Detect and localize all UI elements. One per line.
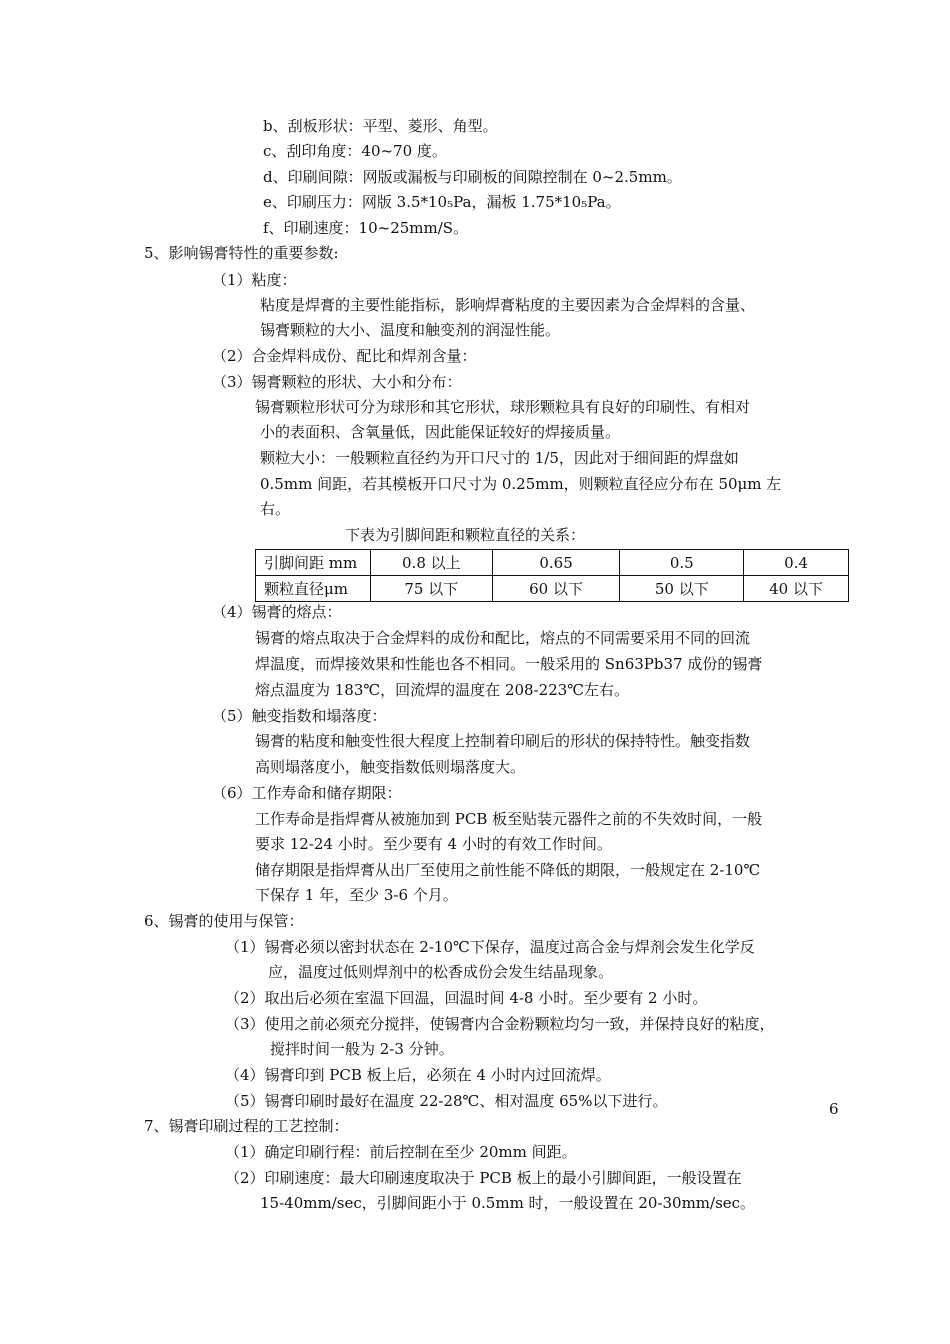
text-line: 搅拌时间一般为 2-3 分钟。 xyxy=(270,1040,454,1058)
table-cell: 引脚间距 mm xyxy=(256,550,371,576)
text-line: 锡膏颗粒的大小、温度和触变剂的润湿性能。 xyxy=(260,321,561,339)
text-line: （4）锡膏印到 PCB 板上后，必须在 4 小时内过回流焊。 xyxy=(225,1066,611,1084)
text-line: （3）锡膏颗粒的形状、大小和分布： xyxy=(212,373,462,391)
text-line: 要求 12-24 小时。至少要有 4 小时的有效工作时间。 xyxy=(255,835,612,853)
text-line: 焊温度，而焊接效果和性能也各不相同。一般采用的 Sn63Pb37 成份的锡膏 xyxy=(255,655,763,673)
text-line: （2）合金焊料成份、配比和焊剂含量： xyxy=(212,347,477,365)
text-line: （1）确定印刷行程：前后控制在至少 20mm 间距。 xyxy=(225,1143,577,1161)
text-line: （6）工作寿命和储存期限： xyxy=(212,784,402,802)
text-line: b、刮板形状：平型、菱形、角型。 xyxy=(263,117,498,135)
text-line: 7、锡膏印刷过程的工艺控制： xyxy=(144,1117,349,1135)
text-line: 高则塌落度小，触变指数低则塌落度大。 xyxy=(255,758,526,776)
text-line: d、印刷间隙：网版或漏板与印刷板的间隙控制在 0~2.5mm。 xyxy=(263,168,682,186)
text-line: （5）锡膏印刷时最好在温度 22-28℃、相对温度 65%以下进行。 xyxy=(225,1092,668,1110)
text-line: （2）取出后必须在室温下回温，回温时间 4-8 小时。至少要有 2 小时。 xyxy=(225,989,708,1007)
text-line: （5）触变指数和塌落度： xyxy=(212,707,387,725)
table-cell: 60 以下 xyxy=(492,576,620,602)
text-line: 工作寿命是指焊膏从被施加到 PCB 板至贴装元器件之前的不失效时间，一般 xyxy=(255,810,763,828)
text-line: 锡膏颗粒形状可分为球形和其它形状，球形颗粒具有良好的印刷性、有相对 xyxy=(255,398,751,416)
text-line: 锡膏的熔点取决于合金焊料的成份和配比，熔点的不同需要采用不同的回流 xyxy=(255,629,751,647)
text-line: 下保存 1 年，至少 3-6 个月。 xyxy=(255,886,458,904)
table-cell: 0.5 xyxy=(620,550,744,576)
text-line: e、印刷压力：网版 3.5*10₅Pa，漏板 1.75*10₅Pa。 xyxy=(263,193,621,211)
text-line: 15-40mm/sec，引脚间距小于 0.5mm 时，一般设置在 20-30mm/sec。 xyxy=(260,1194,756,1212)
text-line: 锡膏的粘度和触变性很大程度上控制着印刷后的形状的保持特性。触变指数 xyxy=(255,732,751,750)
text-line: 小的表面积、含氧量低，因此能保证较好的焊接质量。 xyxy=(260,423,621,441)
table-cell: 0.4 xyxy=(744,550,849,576)
text-line: （3）使用之前必须充分搅拌，使锡膏内合金粉颗粒均匀一致，并保持良好的粘度， xyxy=(225,1015,775,1033)
text-line: 右。 xyxy=(260,500,291,518)
text-line: （1）锡膏必须以密封状态在 2-10℃下保存，温度过高合金与焊剂会发生化学反 xyxy=(225,938,755,956)
text-line: （4）锡膏的熔点： xyxy=(212,603,342,621)
table-cell: 75 以下 xyxy=(370,576,492,602)
text-line: c、刮印角度：40~70 度。 xyxy=(263,142,447,160)
text-line: f、印刷速度：10~25mm/S。 xyxy=(263,219,469,237)
table-cell: 50 以下 xyxy=(620,576,744,602)
text-line: 应，温度过低则焊剂中的松香成份会发生结晶现象。 xyxy=(268,963,614,981)
text-line: （1）粘度： xyxy=(212,271,297,289)
text-line: 0.5mm 间距，若其模板开口尺寸为 0.25mm，则颗粒直径应分布在 50μm 左 xyxy=(260,475,782,493)
text-line: （2）印刷速度：最大印刷速度取决于 PCB 板上的最小引脚间距，一般设置在 xyxy=(225,1169,742,1187)
table-row xyxy=(256,576,849,602)
table-cell: 0.8 以上 xyxy=(370,550,492,576)
text-line: 5、影响锡膏特性的重要参数: xyxy=(144,244,339,262)
text-line: 粘度是焊膏的主要性能指标，影响焊膏粘度的主要因素为合金焊料的含量、 xyxy=(260,296,756,314)
table-cell: 颗粒直径μm xyxy=(256,576,371,602)
table-cell: 0.65 xyxy=(492,550,620,576)
pitch-particle-table xyxy=(255,549,849,602)
text-line: 6、锡膏的使用与保管： xyxy=(144,912,304,930)
text-line: 下表为引脚间距和颗粒直径的关系： xyxy=(345,526,586,544)
table-cell: 40 以下 xyxy=(744,576,849,602)
page-number: 6 xyxy=(829,1100,839,1118)
table-row xyxy=(256,550,849,576)
text-line: 熔点温度为 183℃，回流焊的温度在 208-223℃左右。 xyxy=(255,681,630,699)
text-line: 颗粒大小：一般颗粒直径约为开口尺寸的 1/5，因此对于细间距的焊盘如 xyxy=(260,449,739,467)
text-line: 储存期限是指焊膏从出厂至使用之前性能不降低的期限，一般规定在 2-10℃ xyxy=(255,861,761,879)
